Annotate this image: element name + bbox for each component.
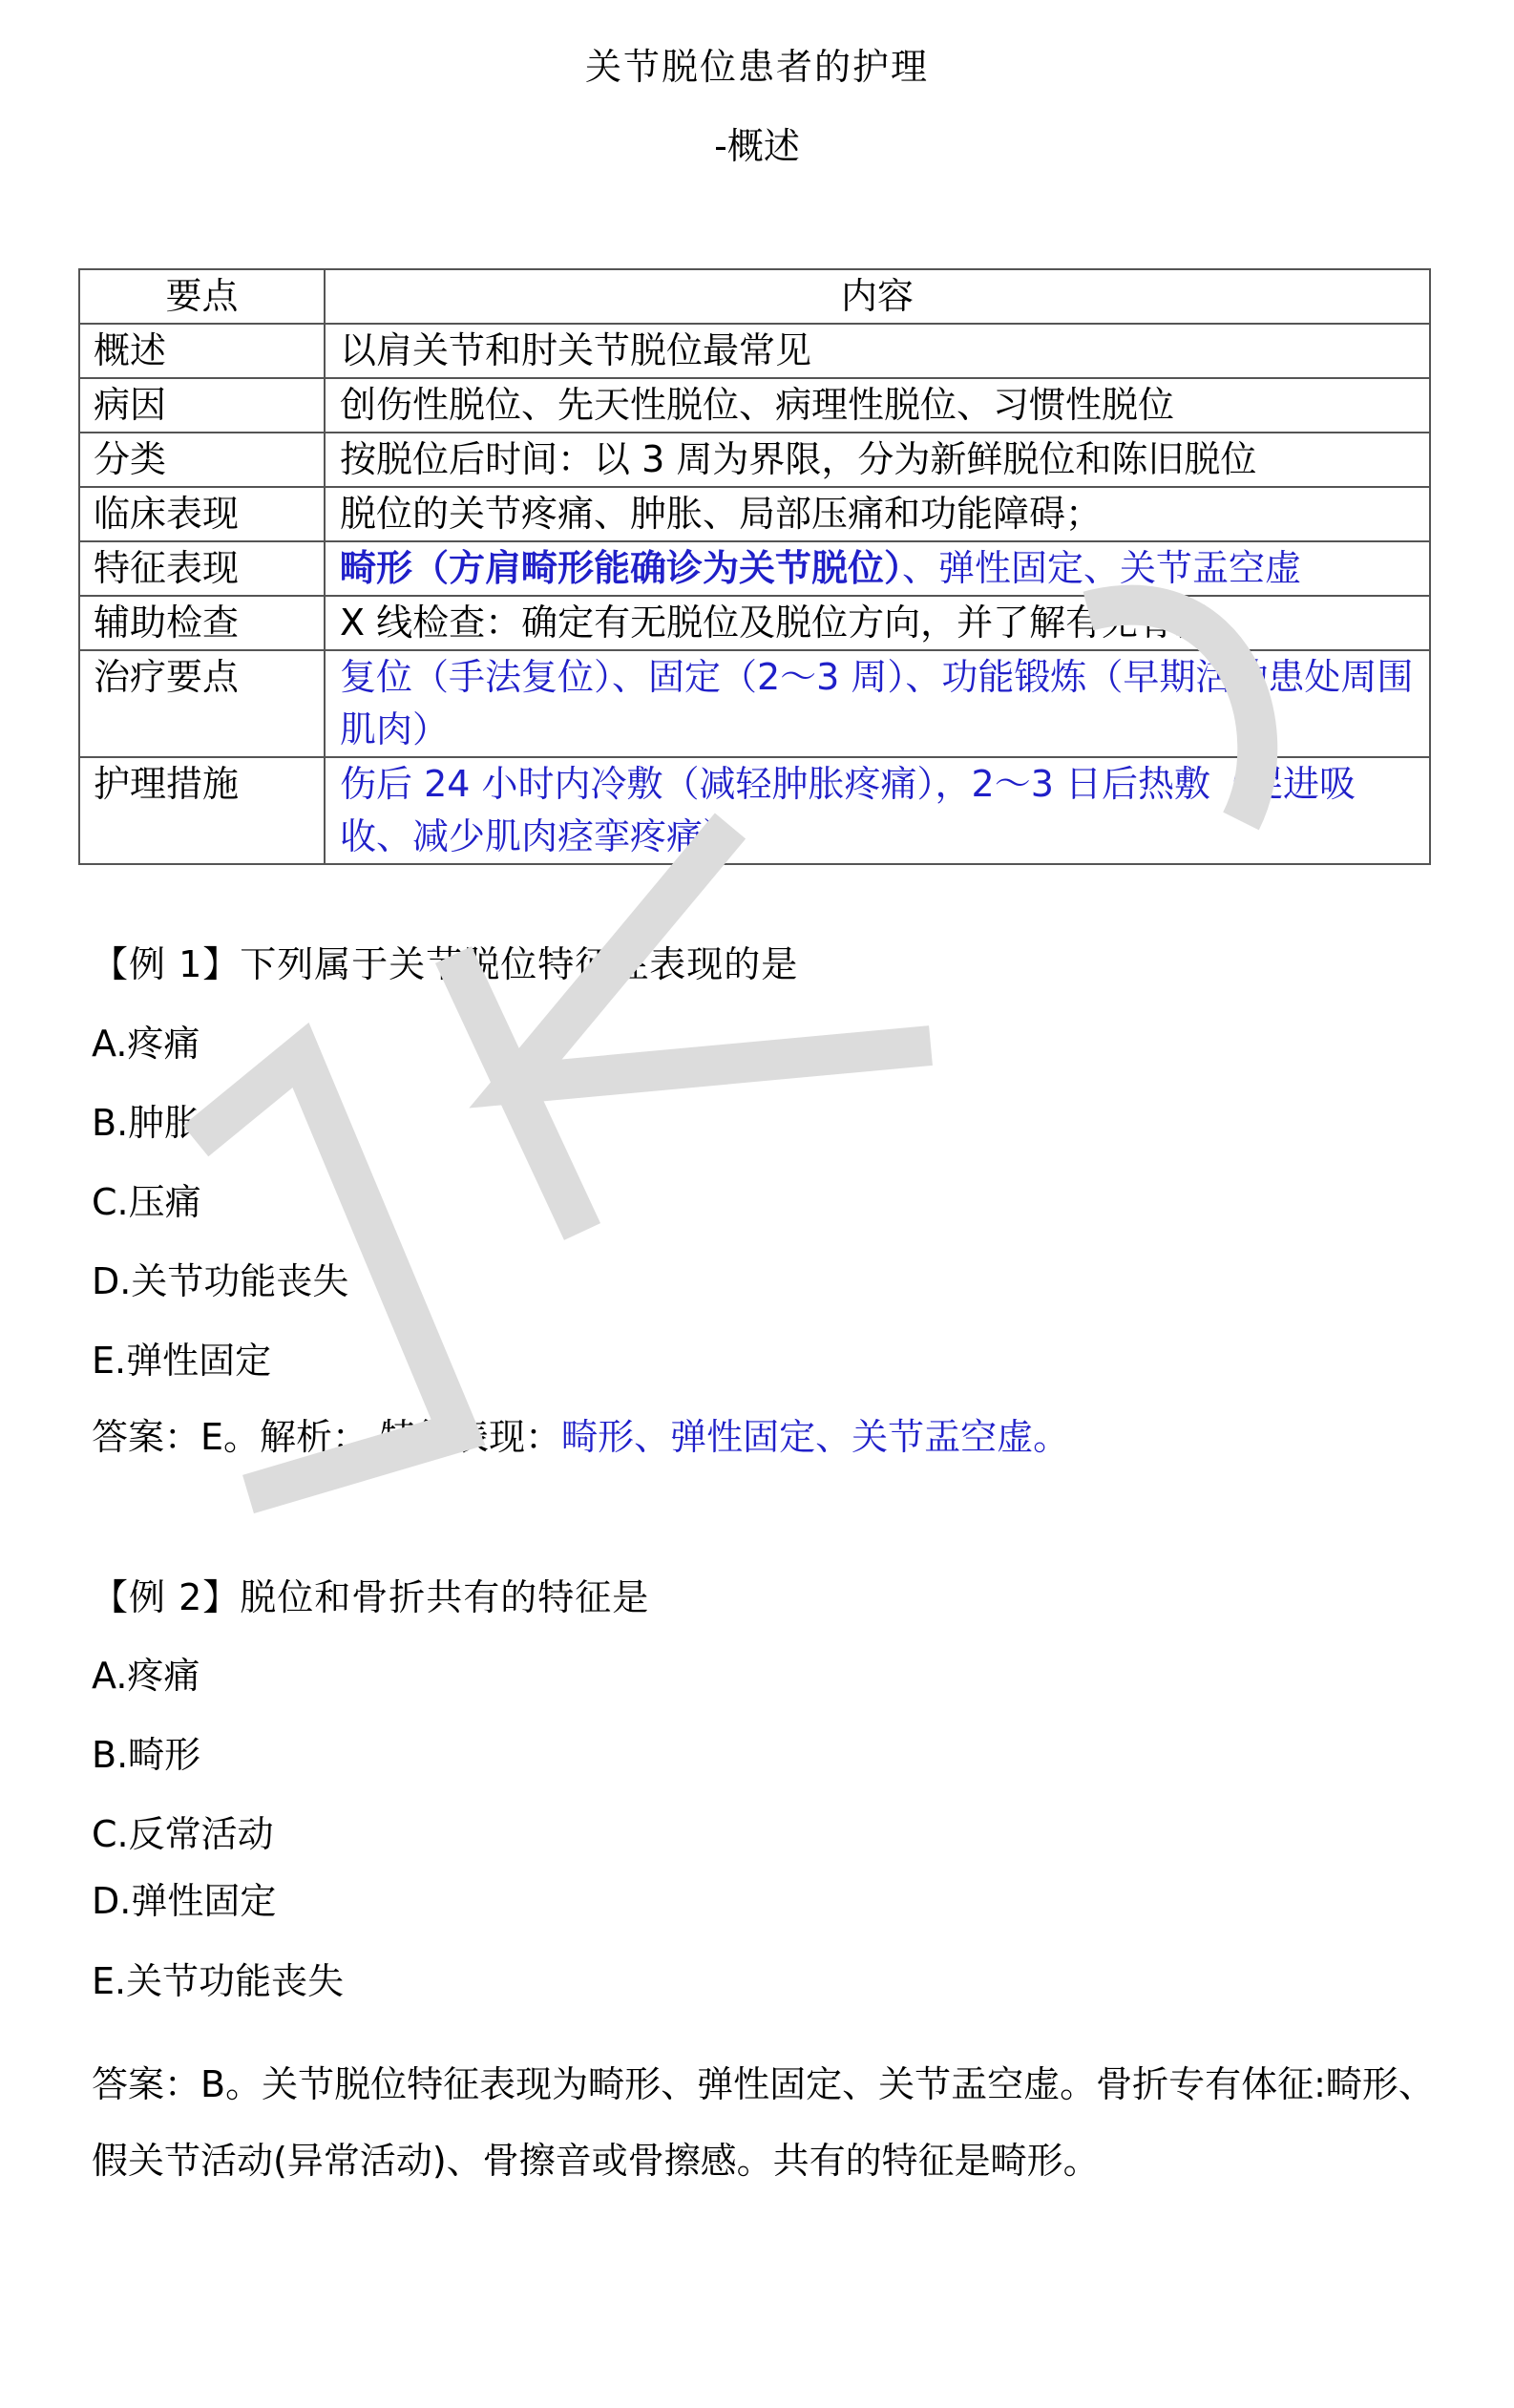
- example1-answer: [92, 1413, 1438, 1461]
- option-d: D.弹性固定: [92, 1880, 277, 1922]
- row-value-rest: 、弹性固定、关节盂空虚: [902, 547, 1302, 589]
- option-e: E.关节功能丧失: [92, 1960, 345, 2002]
- option-b: B.畸形: [92, 1734, 201, 1776]
- row-value: 脱位的关节疼痛、肿胀、局部压痛和功能障碍；: [325, 487, 1430, 541]
- table-row: [79, 487, 1430, 541]
- table-row: [79, 596, 1430, 650]
- question-stem: 【例 2】脱位和骨折共有的特征是: [92, 1576, 650, 1618]
- option-c: C.压痛: [92, 1181, 201, 1223]
- row-value: 创伤性脱位、先天性脱位、病理性脱位、习惯性脱位: [325, 378, 1430, 433]
- row-key: 辅助检查: [79, 596, 325, 650]
- option-b: B.肿胀: [92, 1102, 201, 1144]
- option-a: A.疼痛: [92, 1655, 200, 1697]
- option-c: C.反常活动: [92, 1813, 274, 1855]
- row-value: 以肩关节和肘关节脱位最常见: [325, 324, 1430, 378]
- row-value: [325, 541, 1430, 596]
- row-key: 临床表现: [79, 487, 325, 541]
- page-title: 关节脱位患者的护理: [584, 46, 929, 88]
- example2-stem: [92, 1574, 649, 1621]
- row-value: 复位（手法复位）、固定（2～3 周）、功能锻炼（早期活动患处周围肌肉）: [325, 650, 1430, 757]
- example1-stem: [92, 940, 798, 988]
- row-key: 概述: [79, 324, 325, 378]
- question-stem: 【例 1】下列属于关节脱位特征性表现的是: [92, 943, 799, 985]
- option-e: E.弹性固定: [92, 1340, 272, 1382]
- answer-prefix: 答案：E。解析： 特征表现：: [92, 1416, 562, 1458]
- row-key: 护理措施: [79, 757, 325, 864]
- column-header: 内容: [325, 269, 1430, 324]
- column-header: 要点: [79, 269, 325, 324]
- row-value: X 线检查：确定有无脱位及脱位方向，并了解有无骨折: [325, 596, 1430, 650]
- table-row: [79, 650, 1430, 757]
- watermark-letter-k-stem: [453, 955, 582, 1232]
- row-value: 伤后 24 小时内冷敷（减轻肿胀疼痛），2～3 日后热敷（促进吸收、减少肌肉痉挛疼痛）: [325, 757, 1430, 864]
- option-a: A.疼痛: [92, 1023, 200, 1065]
- row-key: 病因: [79, 378, 325, 433]
- row-key: 特征表现: [79, 541, 325, 596]
- table-row: [79, 757, 1430, 864]
- table-row: [79, 324, 1430, 378]
- table-row: [79, 433, 1430, 487]
- row-key: 分类: [79, 433, 325, 487]
- table-row: [79, 541, 1430, 596]
- summary-table: [78, 268, 1431, 865]
- table-header-row: [79, 269, 1430, 324]
- row-value: 按脱位后时间：以 3 周为界限，分为新鲜脱位和陈旧脱位: [325, 433, 1430, 487]
- page-subtitle: -概述: [714, 125, 800, 167]
- row-key: 治疗要点: [79, 650, 325, 757]
- table-row: [79, 378, 1430, 433]
- row-value-bold: 畸形（方肩畸形能确诊为关节脱位）: [340, 547, 903, 589]
- example2-answer: 答案：B。关节脱位特征表现为畸形、弹性固定、关节盂空虚。骨折专有体征:畸形、假关节活动(异常活动)、骨擦音或骨擦感。共有的特征是畸形。: [92, 2063, 1435, 2182]
- answer-highlight: 畸形、弹性固定、关节盂空虚。: [561, 1416, 1070, 1458]
- option-d: D.关节功能丧失: [92, 1260, 349, 1302]
